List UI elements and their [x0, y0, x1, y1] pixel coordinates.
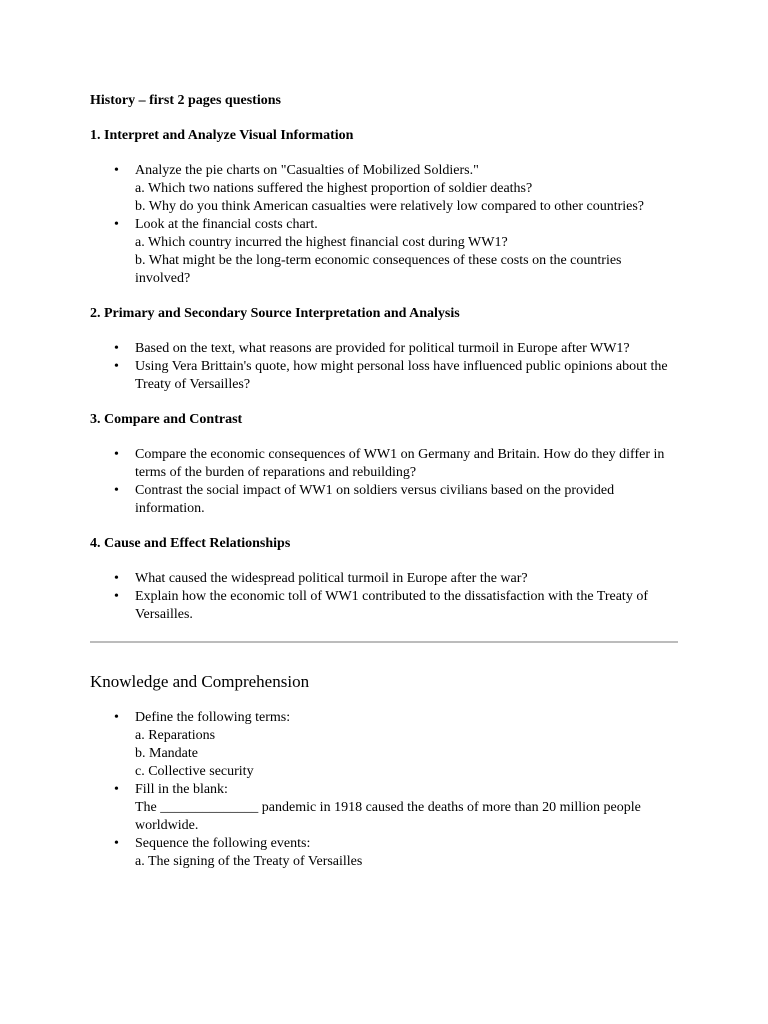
- question-text: Explain how the economic toll of WW1 contributed to the dissatisfaction with the Treaty of Versailles.: [135, 589, 648, 622]
- question-text: Contrast the social impact of WW1 on soldiers versus civilians based on the provided information.: [135, 483, 615, 516]
- question-list: [90, 162, 680, 288]
- question-text: Define the following terms:: [135, 710, 291, 725]
- bullet-icon: •: [114, 710, 119, 725]
- bullet-icon: •: [114, 359, 119, 374]
- sub-question-text: a. Which two nations suffered the highest proportion of soldier deaths?: [135, 181, 533, 196]
- question-list: [90, 446, 680, 518]
- bullet-icon: •: [114, 836, 119, 851]
- question-text: Analyze the pie charts on "Casualties of Mobilized Soldiers.": [135, 163, 479, 178]
- question-text: Compare the economic consequences of WW1 on Germany and Britain. How do they differ in terms of the burden of reparations and rebuilding?: [135, 447, 665, 480]
- question-text: Look at the financial costs chart.: [135, 217, 318, 232]
- section-heading: 4. Cause and Effect Relationships: [90, 536, 291, 551]
- bullet-icon: •: [114, 217, 119, 232]
- bullet-icon: •: [114, 483, 119, 498]
- list-item: [90, 709, 680, 781]
- sub-question-text: c. Collective security: [135, 764, 254, 779]
- document-page: [90, 92, 680, 888]
- sub-question-text: The ______________ pandemic in 1918 caused the deaths of more than 20 million people worldwide.: [135, 800, 641, 833]
- bullet-icon: •: [114, 782, 119, 797]
- sub-question-text: b. Mandate: [135, 746, 198, 761]
- bullet-icon: •: [114, 447, 119, 462]
- sub-question-text: b. Why do you think American casualties were relatively low compared to other countries?: [135, 199, 645, 214]
- list-item: [90, 340, 680, 358]
- list-item: [90, 781, 680, 835]
- question-text: Sequence the following events:: [135, 836, 311, 851]
- list-item: [90, 162, 680, 216]
- list-item: [90, 446, 680, 482]
- question-sections: [90, 127, 680, 624]
- list-item: [90, 358, 680, 394]
- bullet-icon: •: [114, 341, 119, 356]
- question-text: Using Vera Brittain's quote, how might personal loss have influenced public opinions about the Treaty of Versailles?: [135, 359, 668, 392]
- knowledge-list: [90, 709, 680, 871]
- question-text: Fill in the blank:: [135, 782, 228, 797]
- list-item: [90, 216, 680, 288]
- section-divider: [90, 641, 678, 643]
- question-text: What caused the widespread political turmoil in Europe after the war?: [135, 571, 528, 586]
- sub-question-text: a. Which country incurred the highest financial cost during WW1?: [135, 235, 508, 250]
- list-item: [90, 482, 680, 518]
- section-heading: 2. Primary and Secondary Source Interpretation and Analysis: [90, 306, 460, 321]
- document-title: History – first 2 pages questions: [90, 93, 281, 108]
- list-item: [90, 588, 680, 624]
- list-item: [90, 835, 680, 871]
- question-text: Based on the text, what reasons are provided for political turmoil in Europe after WW1?: [135, 341, 630, 356]
- sub-question-text: a. Reparations: [135, 728, 216, 743]
- question-list: [90, 570, 680, 624]
- sub-question-text: b. What might be the long-term economic consequences of these costs on the countries involved?: [135, 253, 622, 286]
- knowledge-heading: Knowledge and Comprehension: [90, 672, 310, 691]
- question-list: [90, 340, 680, 394]
- sub-question-text: a. The signing of the Treaty of Versailles: [135, 854, 363, 869]
- bullet-icon: •: [114, 163, 119, 178]
- section-heading: 3. Compare and Contrast: [90, 412, 243, 427]
- bullet-icon: •: [114, 571, 119, 586]
- bullet-icon: •: [114, 589, 119, 604]
- list-item: [90, 570, 680, 588]
- section-heading: 1. Interpret and Analyze Visual Information: [90, 128, 354, 143]
